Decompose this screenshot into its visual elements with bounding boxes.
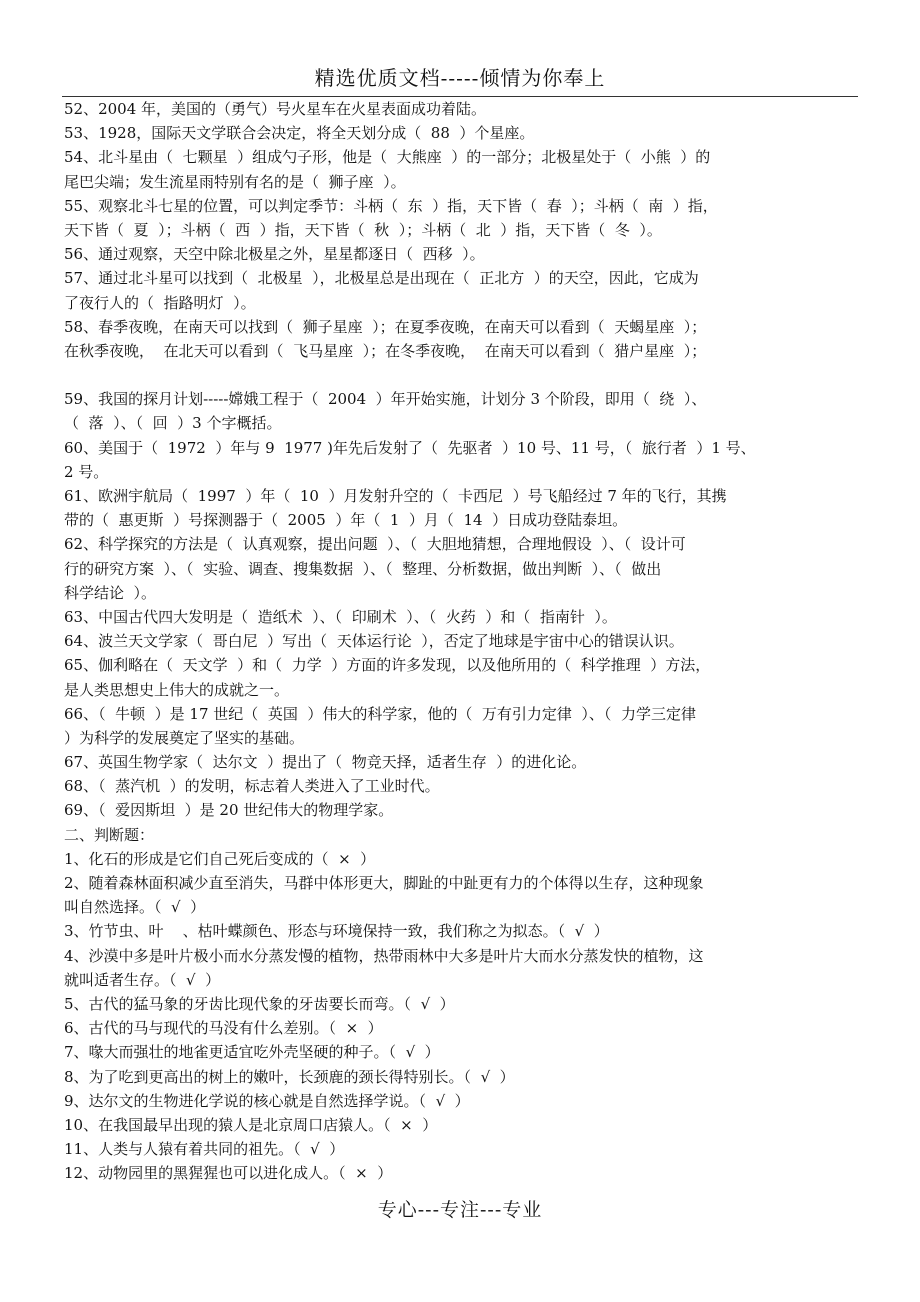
text-line: 55、观察北斗七星的位置，可以判定季节：斗柄（ 东 ）指，天下皆（ 春 ）；斗柄（ 南 ）指，	[64, 196, 718, 215]
text-line: 57、通过北斗星可以找到（ 北极星 ），北极星总是出现在（ 正北方 ）的天空，因此，它成为	[64, 269, 699, 288]
text-line: 叫自然选择。（ √ ）	[64, 898, 206, 917]
blank-line	[64, 363, 864, 387]
text-line: 54、北斗星由（ 七颗星 ）组成勺子形，他是（ 大熊座 ）的一部分；北极星处于（ 小熊 ）的	[64, 148, 711, 167]
text-line: 65、伽利略在（ 天文学 ）和（ 力学 ）方面的许多发现，以及他所用的（ 科学推理 ）方法，	[64, 656, 711, 675]
text-line: 3、竹节虫、叶 、枯叶蝶颜色、形态与环境保持一致，我们称之为拟态。（ √ ）	[64, 922, 609, 941]
text-line: 带的（ 惠更斯 ）号探测器于（ 2005 ）年（ 1 ）月（ 14 ）日成功登陆泰坦。	[64, 511, 628, 530]
text-line: 63、中国古代四大发明是（ 造纸术 ）、（ 印刷术 ）、（ 火药 ）和（ 指南针 ）。	[64, 607, 617, 626]
text-line: 56、通过观察，天空中除北极星之外，星星都逐日（ 西移 ）。	[64, 245, 485, 264]
text-line: 52、2004 年，美国的（勇气）号火星车在火星表面成功着陆。	[64, 100, 487, 118]
text-line: 在秋季夜晚， 在北天可以看到（ 飞马星座 ）；在冬季夜晚， 在南天可以看到（ 猎户星座 ）；	[64, 341, 707, 360]
text-line: 11、人类与人猿有着共同的祖先。（ √ ）	[64, 1140, 345, 1159]
text-line: 60、美国于（ 1972 ）年与 9 1977 )年先后发射了（ 先驱者 ）10 号、11 号，（ 旅行者 ）1 号、	[64, 438, 756, 457]
text-line: 6、古代的马与现代的马没有什么差别。（ × ）	[64, 1019, 383, 1038]
text-line: 61、欧洲宇航局（ 1997 ）年（ 10 ）月发射升空的（ 卡西尼 ）号飞船经过 7 年的飞行，其携	[64, 487, 727, 505]
text-line: 天下皆（ 夏 ）；斗柄（ 西 ）指，天下皆（ 秋 ）；斗柄（ 北 ）指，天下皆（ 冬 ）。	[64, 220, 662, 239]
text-line: 62、科学探究的方法是（ 认真观察，提出问题 ）、（ 大胆地猜想，合理地假设 ）、（ 设计可	[64, 535, 686, 554]
text-line: 尾巴尖端；发生流星雨特别有名的是（ 狮子座 ）。	[64, 172, 406, 191]
text-line: 12、动物园里的黑猩猩也可以进化成人。（ × ）	[64, 1164, 393, 1183]
text-line: 66、（ 牛顿 ）是 17 世纪（ 英国 ）伟大的科学家，他的（ 万有引力定律 ）、（ 力学三定律	[64, 704, 696, 723]
text-line: 就叫适者生存。（ √ ）	[64, 970, 221, 989]
document-body	[64, 97, 864, 1185]
text-line: 59、我国的探月计划-----嫦娥工程于（ 2004 ）年开始实施，计划分 3 个阶段，即用（ 绕 ）、	[64, 390, 707, 409]
text-line: 9、达尔文的生物进化学说的核心就是自然选择学说。（ √ ）	[64, 1091, 470, 1110]
text-line: 4、沙漠中多是叶片极小而水分蒸发慢的植物，热带雨林中大多是叶片大而水分蒸发快的植物，这	[64, 946, 704, 965]
text-line: ）为科学的发展奠定了坚实的基础。	[64, 728, 305, 747]
text-line: 10、在我国最早出现的猿人是北京周口店猿人。（ × ）	[64, 1115, 438, 1134]
text-line: 69、（ 爱因斯坦 ）是 20 世纪伟大的物理学家。	[64, 801, 394, 820]
text-line: 67、英国生物学家（ 达尔文 ）提出了（ 物竞天择，适者生存 ）的进化论。	[64, 753, 587, 772]
page-footer: 专心---专注---专业	[377, 1199, 543, 1221]
text-line: 2 号。	[64, 462, 109, 481]
text-line: 是人类思想史上伟大的成就之一。	[64, 680, 290, 699]
text-line: （ 落 ）、（ 回 ）3 个字概括。	[64, 414, 282, 433]
text-line: 64、波兰天文学家（ 哥白尼 ）写出（ 天体运行论 ），否定了地球是宇宙中心的错误认识。	[64, 632, 684, 651]
text-line: 8、为了吃到更高出的树上的嫩叶，长颈鹿的颈长得特别长。（ √ ）	[64, 1067, 515, 1086]
text-line: 2、随着森林面积减少直至消失，马群中体形更大，脚趾的中趾更有力的个体得以生存，这种现象	[64, 874, 704, 892]
text-line: 53、1928，国际天文学联合会决定，将全天划分成（ 88 ）个星座。	[64, 124, 535, 143]
text-line: 68、（ 蒸汽机 ）的发明，标志着人类进入了工业时代。	[64, 777, 440, 796]
text-line: 了夜行人的（ 指路明灯 ）。	[64, 293, 256, 312]
page-header: 精选优质文档-----倾情为你奉上	[314, 66, 606, 90]
text-line: 7、喙大而强壮的地雀更适宜吃外壳坚硬的种子。（ √ ）	[64, 1043, 440, 1062]
text-line: 行的研究方案 ）、（ 实验、调查、搜集数据 ）、（ 整理、分析数据，做出判断 ）、（ 做出	[64, 559, 662, 578]
text-line: 1、化石的形成是它们自己死后变成的（ × ）	[64, 849, 376, 868]
text-line: 科学结论 ）。	[64, 583, 157, 602]
text-line: 58、春季夜晚，在南天可以找到（ 狮子星座 ）；在夏季夜晚，在南天可以看到（ 天蝎星座 ）；	[64, 317, 707, 336]
section-heading: 二、判断题：	[64, 825, 155, 844]
text-line: 5、古代的猛马象的牙齿比现代象的牙齿要长而弯。（ √ ）	[64, 994, 455, 1013]
